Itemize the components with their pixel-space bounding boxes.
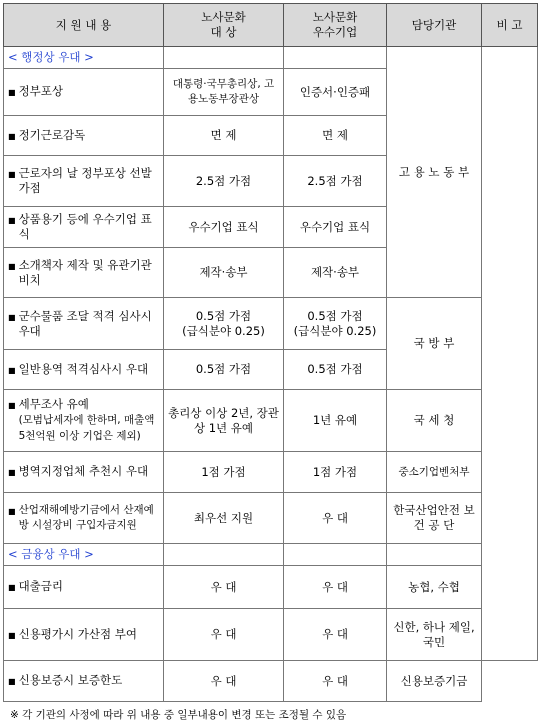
table-row: ■ 신용평가시 가산점 부여 우 대 우 대 신한, 하나 제일, 국민 bbox=[4, 609, 538, 661]
table-row: ■ 병역지정업체 추천시 우대 1점 가점 1점 가점 중소기업벤처부 bbox=[4, 452, 538, 493]
header-agency: 담당기관 bbox=[387, 4, 482, 47]
table-row: ■ 상품용기 등에 우수기업 표식 우수기업 표식 우수기업 표식 bbox=[4, 207, 538, 248]
header-support-content: 지 원 내 용 bbox=[4, 4, 164, 47]
agency-kosha: 한국산업안전 보 건 공 단 bbox=[387, 493, 482, 544]
agency-credit: 신한, 하나 제일, 국민 bbox=[387, 609, 482, 661]
header-target: 노사문화 대 상 bbox=[164, 4, 284, 47]
table-row: ■ 신용보증시 보증한도 우 대 우 대 신용보증기금 bbox=[4, 661, 538, 702]
agency-tax: 국 세 청 bbox=[387, 390, 482, 452]
agency-loan: 농협, 수협 bbox=[387, 566, 482, 609]
agency-guarantee: 신용보증기금 bbox=[387, 661, 482, 702]
section-title-admin: < 행정상 우대 > bbox=[4, 47, 164, 69]
table-row: ■ 대출금리 우 대 우 대 농협, 수협 bbox=[4, 566, 538, 609]
section-row-admin bbox=[4, 47, 538, 69]
table-row: ■ 세무조사 유예 (모범납세자에 한하며, 매출액 5천억원 이상 기업은 제외) 총리상 이상 2년, 장관상 1년 유예 1년 유예 국 세 청 bbox=[4, 390, 538, 452]
agency-sme: 중소기업벤처부 bbox=[387, 452, 482, 493]
table-row: ■ 근로자의 날 정부포상 선발 가점 2.5점 가점 2.5점 가점 bbox=[4, 156, 538, 207]
agency-labor: 고 용 노 동 부 bbox=[387, 47, 482, 298]
header-excellent: 노사문화 우수기업 bbox=[284, 4, 387, 47]
table-row: ■ 군수물품 조달 적격 심사시 우대 0.5점 가점 (급식분야 0.25) 0.5점 가점 (급식분야 0.25) 국 방 부 bbox=[4, 298, 538, 350]
table-row: ■ 산업재해예방기금에서 산재예방 시설장비 구입자금지원 최우선 지원 우 대 한국산업안전 보 건 공 단 bbox=[4, 493, 538, 544]
agency-defense: 국 방 부 bbox=[387, 298, 482, 390]
table-header-row bbox=[4, 4, 538, 47]
table-row: ■ 일반용역 적격심사시 우대 0.5점 가점 0.5점 가점 bbox=[4, 350, 538, 390]
benefits-table bbox=[3, 3, 538, 702]
table-row: ■ 소개책자 제작 및 유관기관 비치 제작·송부 제작·송부 bbox=[4, 248, 538, 298]
section-title-finance: < 금융상 우대 > bbox=[4, 544, 164, 566]
table-row: ■ 정기근로감독 면 제 면 제 bbox=[4, 116, 538, 156]
section-row-finance bbox=[4, 544, 538, 566]
table-row: ■ 정부포상 대통령·국무총리상, 고용노동부장관상 인증서·인증패 bbox=[4, 69, 538, 116]
header-remarks: 비 고 bbox=[482, 4, 538, 47]
footnote: ※ 각 기관의 사정에 따라 위 내용 중 일부내용이 변경 또는 조정될 수 있음 bbox=[10, 709, 347, 721]
remarks-cell bbox=[482, 47, 538, 661]
